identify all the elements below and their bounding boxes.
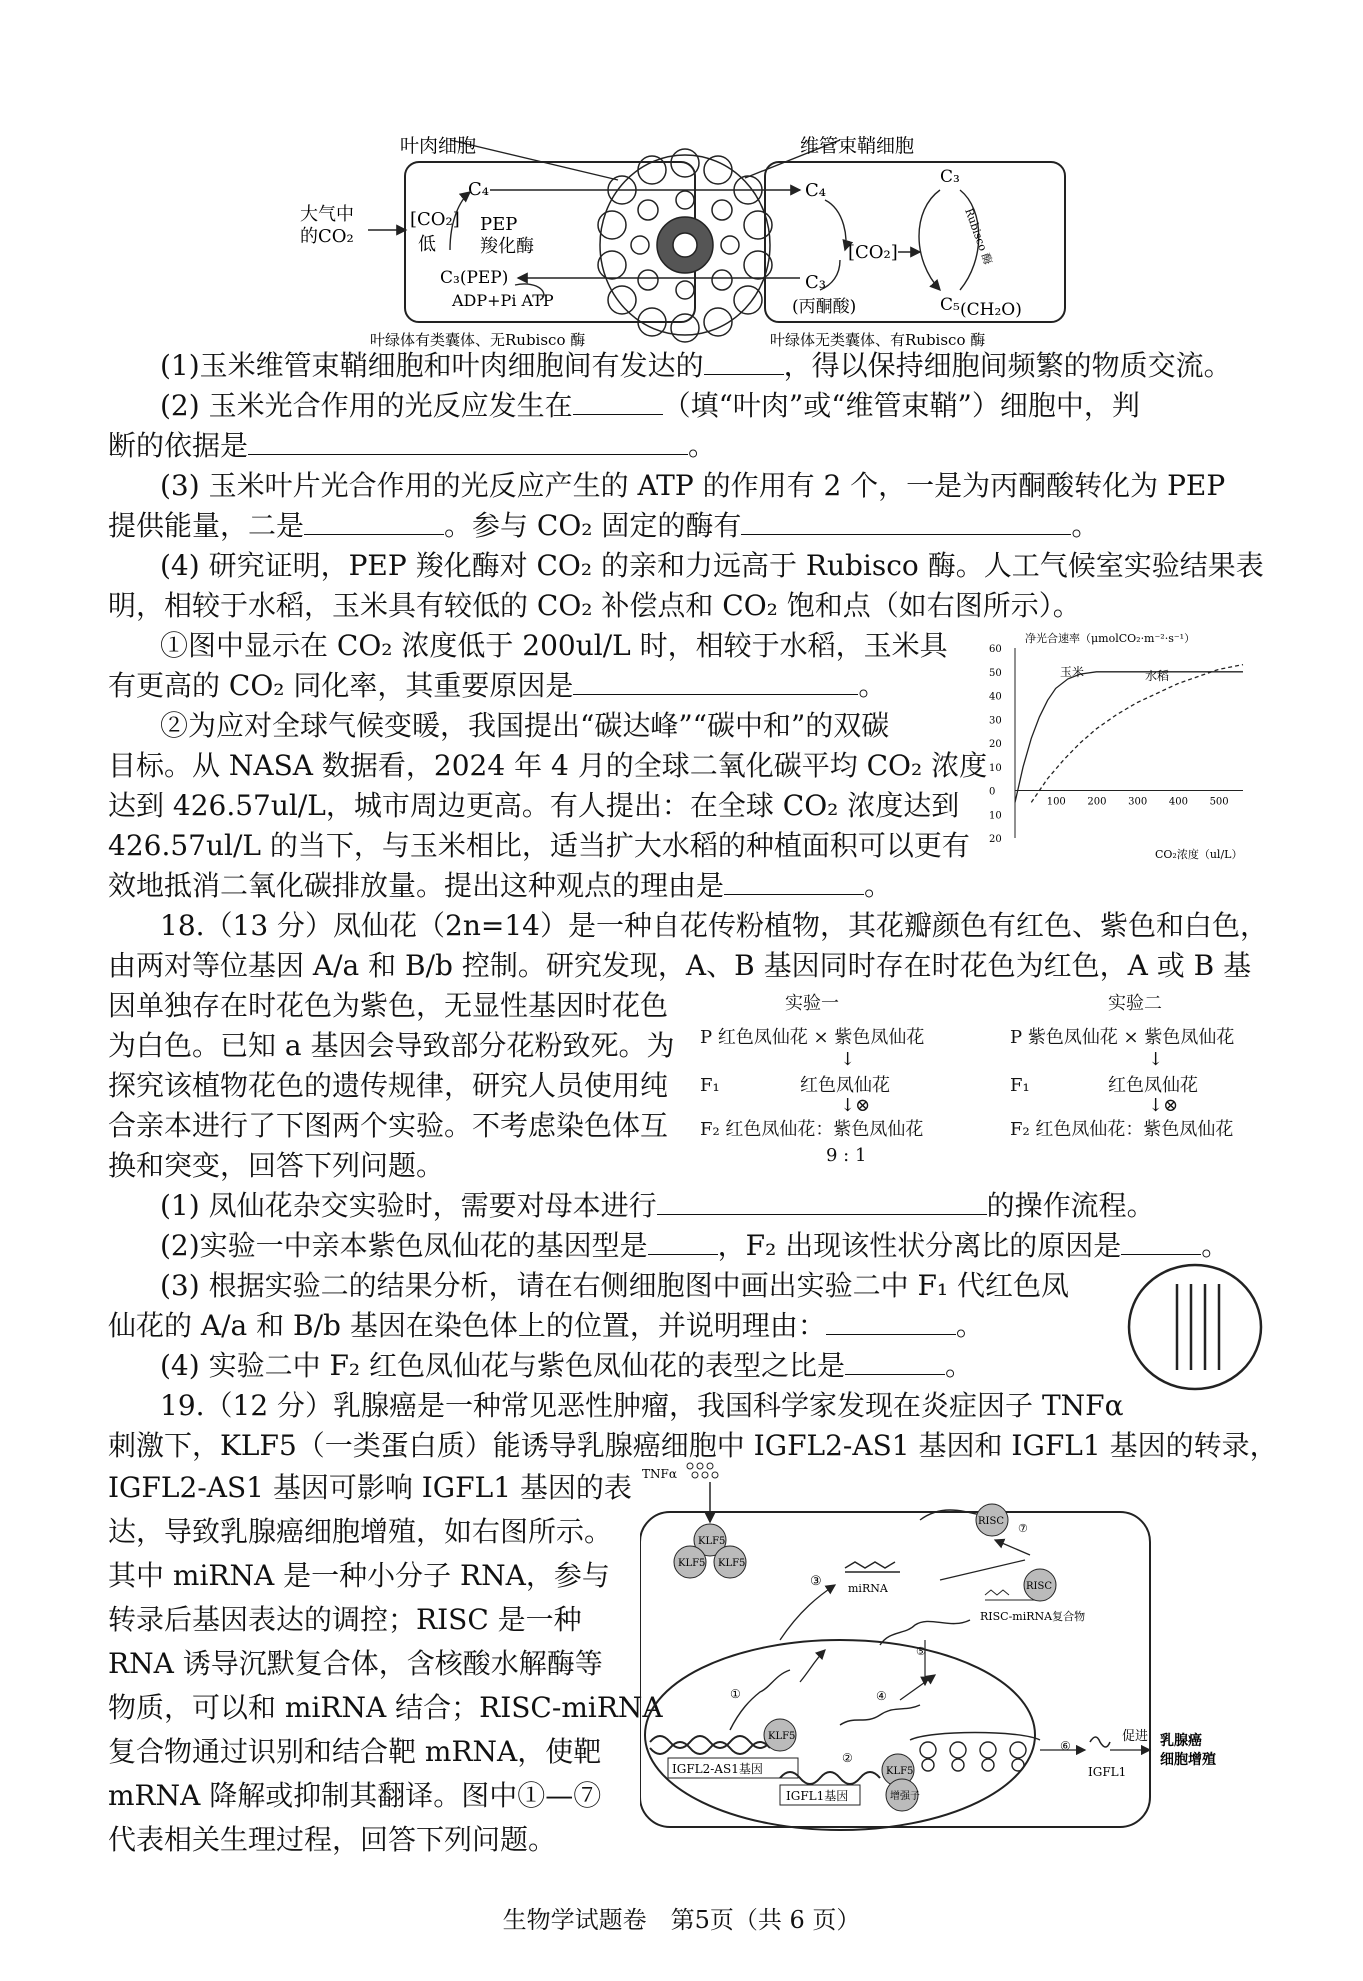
chart-y-tick: 50 bbox=[989, 667, 1002, 679]
caption-left: 叶绿体有类囊体、无Rubisco 酶 bbox=[370, 331, 586, 349]
svg-text:⑥: ⑥ bbox=[1060, 1739, 1071, 1753]
svg-text:③: ③ bbox=[810, 1574, 822, 1589]
q17-line9: 有更高的 CO₂ 同化率，其重要原因是 。 bbox=[108, 669, 887, 702]
q18-line6: 合亲本进行了下图两个实验。不考虑染色体互 bbox=[108, 1109, 669, 1142]
q17-line14: 效地抵消二氧化碳排放量。提出这种观点的理由是 。 bbox=[108, 869, 893, 902]
q17-line10: ②为应对全球气候变暖，我国提出“碳达峰”“碳中和”的双碳 bbox=[160, 709, 890, 742]
q19-line4: 达，导致乳腺癌细胞增殖，如右图所示。 bbox=[108, 1515, 613, 1548]
chart-x-tick: 400 bbox=[1168, 796, 1188, 808]
tnfa-dots-icon bbox=[687, 1463, 718, 1478]
q18-q3-cont: 仙花的 A/a 和 B/b 基因在染色体上的位置，并说明理由： 。 bbox=[108, 1309, 984, 1342]
svg-text:TNFα: TNFα bbox=[642, 1467, 677, 1481]
chart-ylabel: 净光合速率（μmolCO₂·m⁻²·s⁻¹） bbox=[1025, 632, 1196, 645]
svg-text:①: ① bbox=[730, 1687, 741, 1701]
svg-text:IGFL1: IGFL1 bbox=[1088, 1765, 1127, 1779]
svg-text:(丙酮酸): (丙酮酸) bbox=[792, 297, 857, 317]
svg-text:[CO₂]: [CO₂] bbox=[848, 242, 898, 263]
chart-y-tick: 10 bbox=[989, 810, 1002, 822]
svg-text:KLF5: KLF5 bbox=[718, 1558, 746, 1569]
svg-text:C₃: C₃ bbox=[805, 272, 826, 293]
chart-y-tick: 40 bbox=[989, 691, 1002, 703]
svg-text:KLF5: KLF5 bbox=[886, 1766, 914, 1777]
q18-line5: 探究该植物花色的遗传规律，研究人员使用纯 bbox=[108, 1069, 669, 1102]
gene-igfl2-as1-label: IGFL2-AS1基因 bbox=[672, 1762, 763, 1776]
page-footer: 生物学试题卷 第5页（共 6 页） bbox=[502, 1906, 861, 1934]
q17-line12: 达到 426.57ul/L，城市周边更高。有人提出：在全球 CO₂ 浓度达到 bbox=[108, 789, 960, 822]
q18-q3: (3) 根据实验二的结果分析，请在右侧细胞图中画出实验二中 F₁ 代红色凤 bbox=[160, 1269, 1070, 1302]
q17-line13: 426.57ul/L 的当下，与玉米相比，适当扩大水稻的种植面积可以更有 bbox=[108, 829, 970, 862]
series-label-corn: 玉米 bbox=[1060, 665, 1085, 679]
q17-line1: (1)玉米维管束鞘细胞和叶肉细胞间有发达的 ，得以保持细胞间频繁的物质交流。 bbox=[160, 349, 1232, 382]
chart-series-0 bbox=[1015, 672, 1243, 803]
svg-text:④: ④ bbox=[876, 1689, 887, 1703]
q19-line6: 转录后基因表达的调控；RISC 是一种 bbox=[108, 1603, 582, 1636]
q19-line9: 复合物通过识别和结合靶 mRNA，使靶 bbox=[108, 1735, 602, 1768]
svg-text:C₃: C₃ bbox=[940, 167, 960, 187]
q17-line11: 目标。从 NASA 数据看，2024 年 4 月的全球二氧化碳平均 CO₂ 浓度 bbox=[108, 749, 988, 782]
q18-line1: 18.（13 分）凤仙花（2n=14）是一种自花传粉植物，其花瓣颜色有红色、紫色和白色， bbox=[160, 909, 1269, 942]
chart-y-tick: 30 bbox=[989, 715, 1002, 727]
svg-text:⑦: ⑦ bbox=[1018, 1522, 1028, 1535]
gene-igfl1-label: IGFL1基因 bbox=[786, 1789, 849, 1803]
q19-line10: mRNA 降解或抑制其翻译。图中①—⑦ bbox=[108, 1779, 602, 1812]
svg-text:②: ② bbox=[842, 1751, 853, 1765]
ribosome-icon bbox=[910, 1733, 1040, 1772]
klf5-trimer-icon bbox=[674, 1524, 746, 1578]
chart-y-tick: 20 bbox=[989, 834, 1002, 845]
q17-line2: (2) 玉米光合作用的光反应发生在 （填“叶肉”或“维管束鞘”）细胞中，判 bbox=[160, 389, 1140, 422]
svg-text:大气中: 大气中 bbox=[300, 204, 354, 225]
svg-text:KLF5: KLF5 bbox=[698, 1536, 726, 1547]
breast-cancer-mechanism-figure bbox=[640, 1460, 1260, 1840]
svg-text:C₃(PEP): C₃(PEP) bbox=[440, 268, 509, 288]
q19-line11: 代表相关生理过程，回答下列问题。 bbox=[108, 1823, 557, 1856]
q19-line3: IGFL2-AS1 基因可影响 IGFL1 基因的表 bbox=[108, 1471, 632, 1504]
q18-line7: 换和突变，回答下列问题。 bbox=[108, 1149, 445, 1182]
chart-xlabel: CO₂浓度（ul/L） bbox=[1155, 848, 1243, 861]
svg-text:RISC: RISC bbox=[1026, 1581, 1052, 1592]
q19-line5: 其中 miRNA 是一种小分子 RNA，参与 bbox=[108, 1559, 610, 1592]
svg-text:RISC: RISC bbox=[978, 1516, 1004, 1527]
q18-line2: 由两对等位基因 A/a 和 B/b 控制。研究发现，A、B 基因同时存在时花色为红色，A 或 B 基 bbox=[108, 949, 1252, 982]
svg-text:PEP: PEP bbox=[480, 214, 518, 235]
chart-x-tick: 500 bbox=[1209, 796, 1229, 808]
q18-q2: (2)实验一中亲本紫色凤仙花的基因型是 ，F₂ 出现该性状分离比的原因是 。 bbox=[160, 1229, 1230, 1262]
caption-right: 叶绿体无类囊体、有Rubisco 酶 bbox=[770, 331, 986, 349]
svg-text:细胞增殖: 细胞增殖 bbox=[1160, 1752, 1216, 1768]
q19-line7: RNA 诱导沉默复合体，含核酸水解酶等 bbox=[108, 1647, 603, 1680]
svg-text:乳腺癌: 乳腺癌 bbox=[1160, 1733, 1202, 1749]
svg-text:Rubisco 酶: Rubisco 酶 bbox=[962, 206, 995, 267]
q18-q4: (4) 实验二中 F₂ 红色凤仙花与紫色凤仙花的表型之比是 。 bbox=[160, 1349, 974, 1382]
q17-line4: (3) 玉米叶片光合作用的光反应产生的 ATP 的作用有 2 个，一是为丙酮酸转化为 PEP bbox=[160, 469, 1226, 502]
svg-text:C₄: C₄ bbox=[805, 180, 826, 201]
chart-series-1 bbox=[1031, 665, 1243, 803]
svg-text:miRNA: miRNA bbox=[848, 1582, 888, 1595]
q18-line3: 因单独存在时花色为紫色，无显性基因时花色 bbox=[108, 989, 669, 1022]
svg-text:C₅: C₅ bbox=[940, 295, 960, 315]
svg-text:C₄: C₄ bbox=[468, 179, 489, 200]
q19-line8: 物质，可以和 miRNA 结合；RISC-miRNA bbox=[108, 1691, 663, 1724]
chart-y-tick: 20 bbox=[989, 739, 1002, 750]
chart-x-tick: 200 bbox=[1087, 796, 1107, 808]
bundle-sheath-label: 维管束鞘细胞 bbox=[800, 135, 915, 157]
svg-text:⑤: ⑤ bbox=[916, 1645, 926, 1658]
mesophyll-label: 叶肉细胞 bbox=[400, 135, 477, 157]
series-label-rice: 水稻 bbox=[1145, 669, 1170, 683]
svg-text:ADP+Pi ATP: ADP+Pi ATP bbox=[452, 291, 554, 310]
q18-line4: 为白色。已知 a 基因会导致部分花粉致死。为 bbox=[108, 1029, 675, 1062]
cell-drawing-area[interactable] bbox=[1125, 1262, 1265, 1392]
chart-y-tick: 0 bbox=[989, 786, 996, 798]
co2-assimilation-chart bbox=[985, 630, 1255, 862]
svg-text:[CO₂]: [CO₂] bbox=[410, 209, 460, 230]
svg-text:促进: 促进 bbox=[1122, 1729, 1149, 1744]
q19-line1: 19.（12 分）乳腺癌是一种常见恶性肿瘤，我国科学家发现在炎症因子 TNFα bbox=[160, 1389, 1124, 1422]
q18-q1: (1) 凤仙花杂交实验时，需要对母本进行 的操作流程。 bbox=[160, 1189, 1155, 1222]
q17-line3: 断的依据是 。 bbox=[108, 429, 717, 462]
c4-pathway-figure bbox=[300, 130, 1080, 350]
svg-text:的CO₂: 的CO₂ bbox=[300, 226, 354, 247]
svg-text:KLF5: KLF5 bbox=[768, 1731, 796, 1742]
q17-line7: 明，相较于水稻，玉米具有较低的 CO₂ 补偿点和 CO₂ 饱和点（如右图所示）。 bbox=[108, 589, 1081, 622]
q17-line5: 提供能量，二是 。参与 CO₂ 固定的酶有 。 bbox=[108, 509, 1100, 542]
svg-text:RISC-miRNA复合物: RISC-miRNA复合物 bbox=[980, 1610, 1086, 1623]
q17-line8: ①图中显示在 CO₂ 浓度低于 200ul/L 时，相较于水稻，玉米具 bbox=[160, 629, 948, 662]
chart-x-tick: 300 bbox=[1128, 796, 1148, 808]
q17-line6: (4) 研究证明，PEP 羧化酶对 CO₂ 的亲和力远高于 Rubisco 酶。人工气候室实验结果表 bbox=[160, 549, 1264, 582]
svg-text:KLF5: KLF5 bbox=[678, 1558, 706, 1569]
svg-text:增强子: 增强子 bbox=[890, 1791, 920, 1802]
svg-text:羧化酶: 羧化酶 bbox=[480, 236, 534, 257]
svg-text:(CH₂O): (CH₂O) bbox=[960, 300, 1022, 320]
chart-y-tick: 60 bbox=[989, 644, 1002, 655]
svg-text:低: 低 bbox=[418, 234, 436, 255]
chart-x-tick: 100 bbox=[1046, 796, 1066, 808]
chart-y-tick: 10 bbox=[989, 762, 1002, 774]
q19-line2: 刺激下，KLF5（一类蛋白质）能诱导乳腺癌细胞中 IGFL2-AS1 基因和 IGFL1 基因的转录， bbox=[108, 1429, 1278, 1462]
